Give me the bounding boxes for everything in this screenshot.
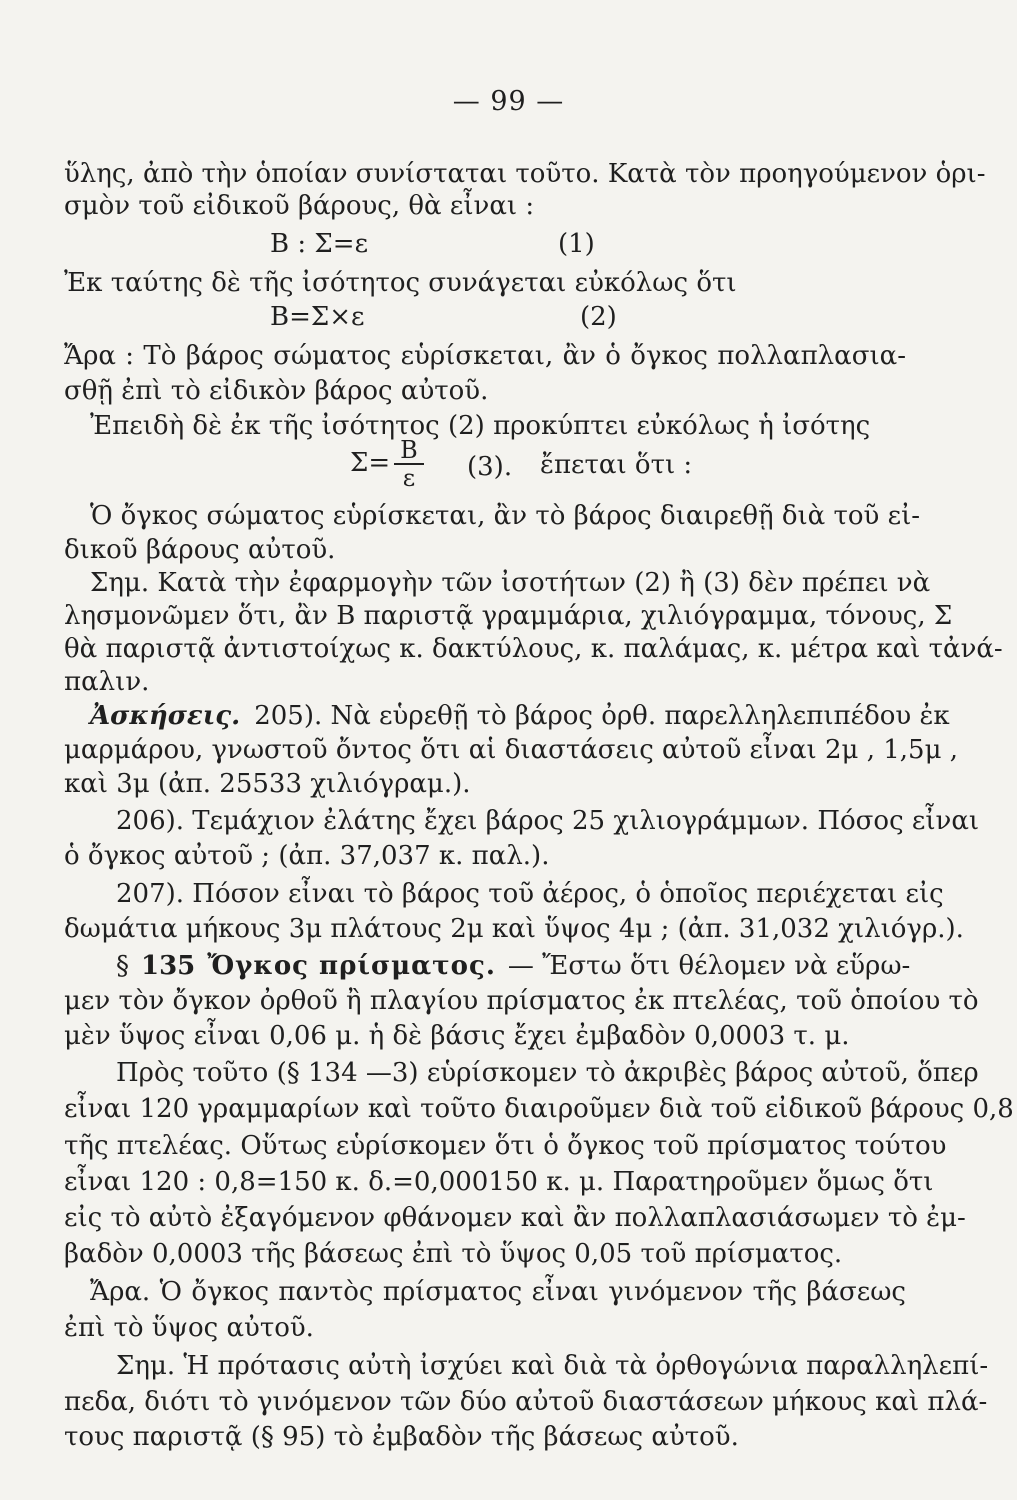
text-line: εἶναι 120 : 0,8=150 κ. δ.=0,000150 κ. μ. Παρατηροῦμεν ὅμως ὅτι bbox=[64, 1167, 934, 1197]
exercise-line bbox=[90, 700, 950, 732]
equation-tail: ἔπεται ὅτι : bbox=[540, 450, 693, 480]
text-line: εἶναι 120 γραμμαρίων καὶ τοῦτο διαιροῦμεν διὰ τοῦ εἰδικοῦ βάρους 0,8 bbox=[64, 1094, 1014, 1124]
text-line: Σημ. Κατὰ τὴν ἐφαρμογὴν τῶν ἰσοτήτων (2) ἢ (3) δὲν πρέπει νὰ bbox=[90, 568, 931, 598]
section-number: 135 bbox=[141, 951, 196, 981]
text-line: ὕλης, ἀπὸ τὴν ὁποίαν συνίσταται τοῦτο. Κατὰ τὸν προηγούμενον ὁρι- bbox=[64, 159, 986, 189]
text-line: δωμάτια μήκους 3μ πλάτους 2μ καὶ ὕψος 4μ ; (ἀπ. 31,032 χιλιόγρ.). bbox=[64, 914, 964, 944]
section-mark: § bbox=[116, 951, 129, 981]
text-line: Ὁ ὄγκος σώματος εὑρίσκεται, ἂν τὸ βάρος διαιρεθῇ διὰ τοῦ εἰ- bbox=[90, 501, 921, 531]
text-line: σθῇ ἐπὶ τὸ εἰδικὸν βάρος αὐτοῦ. bbox=[64, 376, 489, 406]
text-line: Ἐπειδὴ δὲ ἐκ τῆς ἰσότητος (2) προκύπτει εὐκόλως ἡ ἰσότης bbox=[90, 411, 871, 441]
text-line: ὁ ὄγκος αὐτοῦ ; (ἀπ. 37,037 κ. παλ.). bbox=[64, 841, 550, 871]
text-line: — Ἔστω ὅτι θέλομεν νὰ εὕρω- bbox=[507, 951, 911, 981]
equation-1 bbox=[270, 229, 368, 259]
text-line: τῆς πτελέας. Οὕτως εὑρίσκομεν ὅτι ὁ ὄγκος τοῦ πρίσματος τούτου bbox=[64, 1131, 947, 1161]
equation-lhs: Σ= bbox=[350, 448, 391, 478]
exercises-label: Ἀσκήσεις. bbox=[90, 701, 241, 731]
text-line: λησμονῶμεν ὅτι, ἂν Β παριστᾷ γραμμάρια, χιλιόγραμμα, τόνους, Σ bbox=[64, 601, 953, 631]
section-title: Ὄγκος πρίσματος. bbox=[207, 951, 496, 981]
equation-3 bbox=[350, 437, 428, 491]
text-line: Σημ. Ἡ πρότασις αὐτὴ ἰσχύει καὶ διὰ τὰ ὀρθογώνια παραλληλεπί- bbox=[116, 1351, 989, 1381]
text-line: πεδα, διότι τὸ γινόμενον τῶν δύο αὐτοῦ διαστάσεων μήκους καὶ πλά- bbox=[64, 1387, 988, 1417]
text-line: βαδὸν 0,0003 τῆς βάσεως ἐπὶ τὸ ὕψος 0,05 τοῦ πρίσματος. bbox=[64, 1239, 843, 1269]
text-line: μαρμάρου, γνωστοῦ ὄντος ὅτι αἱ διαστάσεις αὐτοῦ εἶναι 2μ , 1,5μ , bbox=[64, 735, 959, 765]
equation-number: (2) bbox=[580, 302, 617, 332]
equation-expression: Β : Σ=ε bbox=[270, 229, 369, 259]
text-line: Ἄρα. Ὁ ὄγκος παντὸς πρίσματος εἶναι γινόμενον τῆς βάσεως bbox=[90, 1277, 906, 1307]
text-line: δικοῦ βάρους αὐτοῦ. bbox=[64, 535, 336, 565]
equation-2 bbox=[270, 302, 365, 332]
text-line: εἰς τὸ αὐτὸ ἐξαγόμενον φθάνομεν καὶ ἂν πολλαπλασιάσωμεν τὸ ἐμ- bbox=[64, 1203, 966, 1233]
fraction bbox=[394, 437, 424, 491]
fraction-denominator: ε bbox=[402, 464, 416, 492]
text-line: καὶ 3μ (ἀπ. 25533 χιλιόγραμ.). bbox=[64, 769, 471, 799]
text-line: 205). Νὰ εὑρεθῇ τὸ βάρος ὀρθ. παρελληλεπιπέδου ἐκ bbox=[254, 701, 950, 731]
text-line: Πρὸς τοῦτο (§ 134 —3) εὑρίσκομεν τὸ ἀκριβὲς βάρος αὐτοῦ, ὅπερ bbox=[116, 1058, 979, 1088]
text-line: 207). Πόσον εἶναι τὸ βάρος τοῦ ἀέρος, ὁ ὁποῖος περιέχεται εἰς bbox=[116, 879, 944, 909]
page-number: — 99 — bbox=[452, 86, 565, 117]
fraction-numerator: Β bbox=[394, 437, 424, 465]
text-line: σμὸν τοῦ εἰδικοῦ βάρους, θὰ εἶναι : bbox=[64, 191, 535, 221]
text-line: 206). Τεμάχιον ἐλάτης ἔχει βάρος 25 χιλιογράμμων. Πόσος εἶναι bbox=[116, 806, 980, 836]
section-heading-line bbox=[116, 950, 911, 982]
text-line: παλιν. bbox=[64, 667, 150, 697]
text-line: θὰ παριστᾷ ἀντιστοίχως κ. δακτύλους, κ. παλάμας, κ. μέτρα καὶ τἀνά- bbox=[64, 634, 1003, 664]
text-line: μὲν ὕψος εἶναι 0,06 μ. ἡ δὲ βάσις ἔχει ἐμβαδὸν 0,0003 τ. μ. bbox=[64, 1021, 850, 1051]
equation-number: (3). bbox=[467, 452, 513, 482]
text-line: ἐπὶ τὸ ὕψος αὐτοῦ. bbox=[64, 1313, 314, 1343]
text-line: μεν τὸν ὄγκον ὀρθοῦ ἢ πλαγίου πρίσματος ἐκ πτελέας, τοῦ ὁποίου τὸ bbox=[64, 986, 979, 1016]
text-line: Ἄρα : Τὸ βάρος σώματος εὑρίσκεται, ἂν ὁ ὄγκος πολλαπλασια- bbox=[64, 341, 906, 371]
equation-number: (1) bbox=[558, 229, 595, 259]
text-line: τους παριστᾷ (§ 95) τὸ ἐμβαδὸν τῆς βάσεως αὐτοῦ. bbox=[64, 1422, 739, 1452]
text-line: Ἐκ ταύτης δὲ τῆς ἰσότητος συνάγεται εὐκόλως ὅτι bbox=[64, 268, 737, 298]
equation-expression: Β=Σ×ε bbox=[270, 302, 365, 332]
